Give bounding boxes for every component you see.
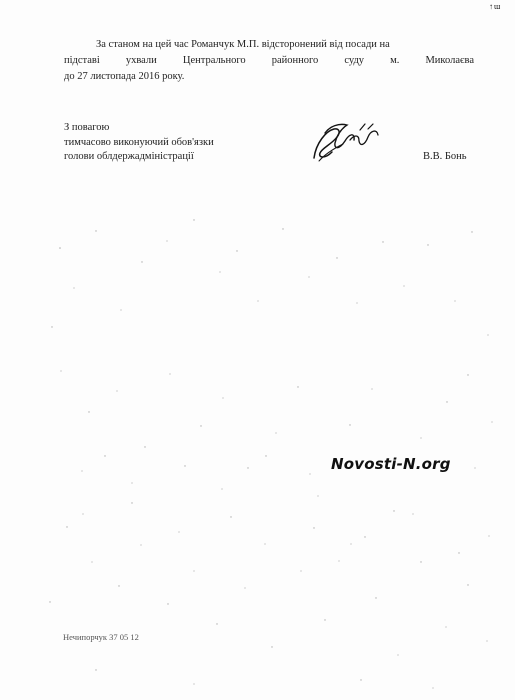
letter-paragraph bbox=[64, 37, 474, 85]
letter-word: м. bbox=[390, 55, 400, 66]
signatory-name: В.В. Бонь bbox=[423, 151, 467, 162]
letter-word: Центрального bbox=[182, 55, 246, 66]
letter-line-3: до 27 листопада 2016 року. bbox=[64, 71, 185, 82]
closing-block bbox=[64, 121, 214, 165]
letter-word: Миколаєва bbox=[425, 55, 474, 66]
letter-word: підставі bbox=[64, 55, 100, 66]
letter-line-1: За станом на цей час Романчук М.П. відсторонений від посади на bbox=[96, 39, 390, 50]
closing-line-1: З повагою bbox=[64, 122, 110, 133]
site-watermark: Novosti-N.org bbox=[331, 455, 451, 473]
corner-mark: ↑ ɯ bbox=[489, 2, 500, 11]
footer-executor-phone: Нечипорчук 37 05 12 bbox=[63, 632, 139, 642]
letter-word: ухвали bbox=[125, 55, 157, 66]
handwritten-signature bbox=[304, 117, 388, 169]
closing-line-2: тимчасово виконуючий обов'язки bbox=[64, 136, 214, 148]
letter-word: районного bbox=[271, 55, 319, 66]
letter-word: суду bbox=[344, 55, 365, 66]
letter-line-2 bbox=[64, 53, 474, 69]
closing-line-3: голови облдержадміністрації bbox=[64, 151, 194, 162]
